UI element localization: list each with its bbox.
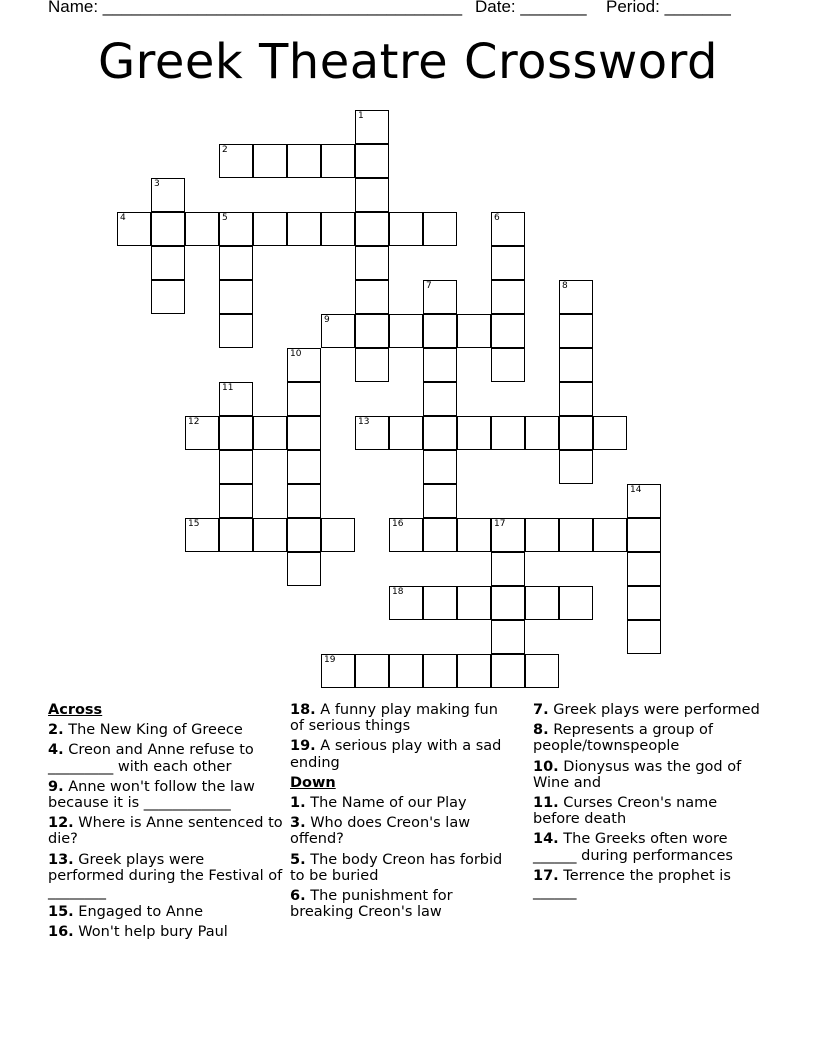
grid-cell[interactable] (253, 518, 287, 552)
name-field[interactable]: Name: ______________________________________ (48, 0, 463, 16)
grid-cell[interactable] (219, 144, 253, 178)
grid-cell[interactable] (593, 518, 627, 552)
clue-number: 7 (426, 281, 432, 291)
grid-cell[interactable] (423, 314, 457, 348)
across-heading: Across (48, 702, 103, 718)
grid-cell[interactable] (423, 518, 457, 552)
grid-cell[interactable] (457, 586, 491, 620)
clue-number: 4 (120, 213, 126, 223)
grid-cell[interactable] (321, 654, 355, 688)
grid-cell[interactable] (253, 416, 287, 450)
grid-cell[interactable] (389, 416, 423, 450)
clue-column-1 (48, 702, 284, 945)
grid-cell[interactable] (355, 212, 389, 246)
grid-cell[interactable] (457, 314, 491, 348)
grid-cell[interactable] (287, 450, 321, 484)
grid-cell[interactable] (627, 484, 661, 518)
grid-cell[interactable] (321, 144, 355, 178)
grid-cell[interactable] (559, 450, 593, 484)
grid-cell[interactable] (287, 416, 321, 450)
grid-cell[interactable] (423, 212, 457, 246)
grid-cell[interactable] (457, 416, 491, 450)
grid-cell[interactable] (219, 518, 253, 552)
clue-number: 1 (358, 111, 364, 121)
clue-number: 12 (188, 417, 200, 427)
grid-cell[interactable] (423, 382, 457, 416)
clue-number: 14 (630, 485, 642, 495)
clue-across-4: 4. Creon and Anne refuse to _________ with each other (48, 742, 254, 775)
grid-cell[interactable] (491, 280, 525, 314)
grid-cell[interactable] (287, 348, 321, 382)
grid-cell[interactable] (253, 144, 287, 178)
grid-cell[interactable] (559, 518, 593, 552)
grid-cell[interactable] (151, 212, 185, 246)
grid-cell[interactable] (559, 416, 593, 450)
clue-number: 19 (324, 655, 336, 665)
grid-cell[interactable] (491, 314, 525, 348)
clue-down-3: 3. Who does Creon's law offend? (290, 815, 471, 848)
clue-across-12: 12. Where is Anne sentenced to die? (48, 815, 283, 848)
clue-across-9: 9. Anne won't follow the law because it is ____________ (48, 778, 255, 812)
clue-across-18: 18. A funny play making fun of serious things (290, 702, 498, 735)
grid-cell[interactable] (321, 314, 355, 348)
clue-column-2 (290, 702, 515, 924)
grid-cell[interactable] (185, 518, 219, 552)
clue-number: 8 (562, 281, 568, 291)
clue-across-15: 15. Engaged to Anne (48, 904, 204, 921)
grid-cell[interactable] (253, 212, 287, 246)
grid-cell[interactable] (491, 518, 525, 552)
down-heading: Down (290, 774, 336, 791)
clue-down-1: 1. The Name of our Play (290, 795, 467, 812)
clue-across-19: 19. A serious play with a sad ending (290, 738, 502, 771)
grid-cell[interactable] (491, 654, 525, 688)
grid-cell[interactable] (355, 144, 389, 178)
grid-cell[interactable] (423, 484, 457, 518)
grid-cell[interactable] (457, 518, 491, 552)
grid-cell[interactable] (151, 280, 185, 314)
grid-cell[interactable] (389, 654, 423, 688)
grid-cell[interactable] (525, 518, 559, 552)
grid-cell[interactable] (355, 348, 389, 382)
clue-column-3 (533, 702, 763, 904)
grid-cell[interactable] (219, 484, 253, 518)
grid-cell[interactable] (389, 586, 423, 620)
grid-cell[interactable] (559, 314, 593, 348)
grid-cell[interactable] (423, 586, 457, 620)
clue-down-6: 6. The punishment for breaking Creon's law (290, 888, 453, 921)
clue-number: 17 (494, 519, 506, 529)
grid-cell[interactable] (559, 586, 593, 620)
period-field[interactable]: Period: _______ (606, 0, 731, 16)
clue-down-10: 10. Dionysus was the god of Wine and (533, 758, 742, 791)
grid-cell[interactable] (355, 246, 389, 280)
grid-cell[interactable] (525, 416, 559, 450)
grid-cell[interactable] (491, 212, 525, 246)
grid-cell[interactable] (287, 382, 321, 416)
grid-cell[interactable] (389, 314, 423, 348)
grid-cell[interactable] (287, 212, 321, 246)
clue-number: 9 (324, 315, 330, 325)
grid-cell[interactable] (151, 246, 185, 280)
grid-cell[interactable] (627, 518, 661, 552)
grid-cell[interactable] (321, 212, 355, 246)
grid-cell[interactable] (355, 654, 389, 688)
grid-cell[interactable] (287, 552, 321, 586)
grid-cell[interactable] (559, 382, 593, 416)
grid-cell[interactable] (525, 654, 559, 688)
grid-cell[interactable] (355, 416, 389, 450)
grid-cell[interactable] (219, 416, 253, 450)
grid-cell[interactable] (151, 178, 185, 212)
date-field[interactable]: Date: _______ (475, 0, 587, 16)
grid-cell[interactable] (627, 586, 661, 620)
grid-cell[interactable] (287, 144, 321, 178)
clue-down-17: 17. Terrence the prophet is ______ (533, 867, 731, 901)
clue-number: 10 (290, 349, 302, 359)
grid-cell[interactable] (525, 586, 559, 620)
grid-cell[interactable] (355, 314, 389, 348)
grid-cell[interactable] (389, 518, 423, 552)
clue-number: 6 (494, 213, 500, 223)
clue-down-8: 8. Represents a group of people/townspeople (533, 722, 714, 755)
grid-cell[interactable] (219, 450, 253, 484)
grid-cell[interactable] (491, 586, 525, 620)
clue-number: 13 (358, 417, 370, 427)
grid-cell[interactable] (423, 450, 457, 484)
clue-down-11: 11. Curses Creon's name before death (533, 795, 718, 828)
grid-cell[interactable] (389, 212, 423, 246)
grid-cell[interactable] (219, 314, 253, 348)
clue-number: 18 (392, 587, 404, 597)
grid-cell[interactable] (423, 654, 457, 688)
grid-cell[interactable] (185, 212, 219, 246)
grid-cell[interactable] (355, 110, 389, 144)
grid-cell[interactable] (355, 178, 389, 212)
grid-cell[interactable] (559, 280, 593, 314)
grid-cell[interactable] (559, 348, 593, 382)
clue-across-16: 16. Won't help bury Paul (48, 924, 228, 941)
grid-cell[interactable] (593, 416, 627, 450)
page-title: Greek Theatre Crossword (97, 34, 719, 90)
clue-number: 2 (222, 145, 228, 155)
clue-down-7: 7. Greek plays were performed (533, 702, 760, 718)
clue-down-14: 14. The Greeks often wore ______ during performances (533, 831, 733, 864)
grid-cell[interactable] (491, 620, 525, 654)
grid-cell[interactable] (219, 246, 253, 280)
grid-cell[interactable] (219, 280, 253, 314)
clue-number: 3 (154, 179, 160, 189)
clue-number: 15 (188, 519, 200, 529)
grid-cell[interactable] (117, 212, 151, 246)
clue-across-2: 2. The New King of Greece (48, 722, 243, 739)
grid-cell[interactable] (627, 620, 661, 654)
grid-cell[interactable] (491, 416, 525, 450)
grid-cell[interactable] (491, 552, 525, 586)
grid-cell[interactable] (219, 382, 253, 416)
grid-cell[interactable] (287, 484, 321, 518)
grid-cell[interactable] (185, 416, 219, 450)
grid-cell[interactable] (355, 280, 389, 314)
grid-cell[interactable] (627, 552, 661, 586)
clue-number: 5 (222, 213, 228, 223)
clue-down-5: 5. The body Creon has forbid to be buried (290, 851, 503, 884)
grid-cell[interactable] (491, 246, 525, 280)
grid-cell[interactable] (219, 212, 253, 246)
clue-across-13: 13. Greek plays were performed during the Festival of ________ (48, 851, 283, 901)
grid-cell[interactable] (423, 348, 457, 382)
grid-cell[interactable] (423, 280, 457, 314)
grid-cell[interactable] (457, 654, 491, 688)
grid-cell[interactable] (491, 348, 525, 382)
grid-cell[interactable] (423, 416, 457, 450)
grid-cell[interactable] (287, 518, 321, 552)
clue-number: 16 (392, 519, 404, 529)
grid-cell[interactable] (321, 518, 355, 552)
clue-number: 11 (222, 383, 234, 393)
